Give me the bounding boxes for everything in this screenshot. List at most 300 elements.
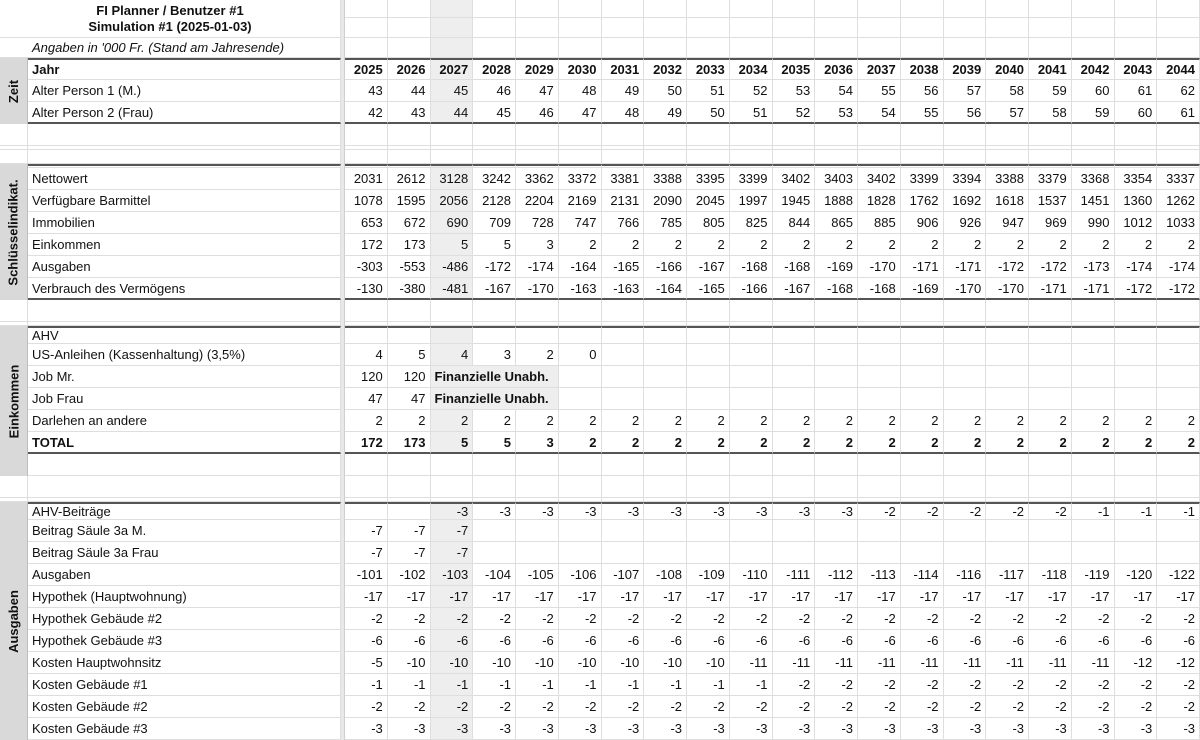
- row-label[interactable]: Kosten Hauptwohnsitz: [28, 652, 341, 674]
- value-cell[interactable]: 747: [559, 212, 602, 234]
- empty-cell[interactable]: [687, 38, 730, 58]
- value-cell[interactable]: 2: [901, 234, 944, 256]
- empty-cell[interactable]: [1072, 150, 1115, 164]
- value-cell[interactable]: -6: [687, 630, 730, 652]
- empty-cell[interactable]: [602, 18, 645, 38]
- value-cell[interactable]: [516, 542, 559, 564]
- value-cell[interactable]: -3: [687, 718, 730, 740]
- empty-cell[interactable]: [559, 0, 602, 18]
- value-cell[interactable]: [1157, 366, 1200, 388]
- row-label[interactable]: Ausgaben: [28, 256, 341, 278]
- value-cell[interactable]: 969: [1029, 212, 1072, 234]
- value-cell[interactable]: -2: [644, 608, 687, 630]
- value-cell[interactable]: -168: [858, 278, 901, 300]
- empty-cell[interactable]: [815, 476, 858, 498]
- value-cell[interactable]: [1029, 366, 1072, 388]
- empty-cell[interactable]: [730, 0, 773, 18]
- empty-cell[interactable]: [858, 38, 901, 58]
- empty-cell[interactable]: [944, 38, 987, 58]
- value-cell[interactable]: -2: [1157, 674, 1200, 696]
- value-cell[interactable]: -2: [815, 696, 858, 718]
- row-label[interactable]: AHV-Beiträge: [28, 502, 341, 520]
- value-cell[interactable]: -3: [1115, 718, 1158, 740]
- empty-cell[interactable]: [345, 0, 388, 18]
- value-cell[interactable]: -172: [1157, 278, 1200, 300]
- value-cell[interactable]: -2: [1029, 674, 1072, 696]
- value-cell[interactable]: 3399: [730, 168, 773, 190]
- value-cell[interactable]: -120: [1115, 564, 1158, 586]
- empty-cell[interactable]: [687, 124, 730, 146]
- value-cell[interactable]: 3242: [473, 168, 516, 190]
- value-cell[interactable]: 51: [730, 102, 773, 124]
- value-cell[interactable]: [345, 502, 388, 520]
- value-cell[interactable]: 2: [858, 234, 901, 256]
- value-cell[interactable]: -166: [730, 278, 773, 300]
- year-header[interactable]: 2031: [602, 58, 645, 80]
- value-cell[interactable]: 672: [388, 212, 431, 234]
- value-cell[interactable]: 50: [687, 102, 730, 124]
- empty-cell[interactable]: [644, 38, 687, 58]
- empty-cell[interactable]: [815, 150, 858, 164]
- value-cell[interactable]: 2045: [687, 190, 730, 212]
- value-cell[interactable]: [602, 388, 645, 410]
- value-cell[interactable]: -17: [687, 586, 730, 608]
- value-cell[interactable]: 2: [687, 234, 730, 256]
- value-cell[interactable]: [559, 520, 602, 542]
- empty-cell[interactable]: [602, 124, 645, 146]
- value-cell[interactable]: 2090: [644, 190, 687, 212]
- value-cell[interactable]: [901, 520, 944, 542]
- value-cell[interactable]: 766: [602, 212, 645, 234]
- empty-cell[interactable]: [602, 150, 645, 164]
- value-cell[interactable]: 3388: [986, 168, 1029, 190]
- empty-cell[interactable]: [388, 150, 431, 164]
- empty-cell[interactable]: [559, 18, 602, 38]
- row-label[interactable]: Kosten Gebäude #2: [28, 696, 341, 718]
- empty-cell[interactable]: [1029, 300, 1072, 322]
- value-cell[interactable]: -2: [730, 608, 773, 630]
- year-header[interactable]: 2034: [730, 58, 773, 80]
- value-cell[interactable]: 2: [1157, 234, 1200, 256]
- value-cell[interactable]: -170: [944, 278, 987, 300]
- empty-cell[interactable]: [431, 124, 474, 146]
- value-cell[interactable]: -167: [773, 278, 816, 300]
- value-cell[interactable]: 58: [986, 80, 1029, 102]
- year-header[interactable]: 2028: [473, 58, 516, 80]
- empty-cell[interactable]: [858, 300, 901, 322]
- value-cell[interactable]: 2: [602, 234, 645, 256]
- value-cell[interactable]: [345, 326, 388, 344]
- value-cell[interactable]: -2: [1115, 696, 1158, 718]
- empty-cell[interactable]: [1115, 124, 1158, 146]
- empty-cell[interactable]: [986, 38, 1029, 58]
- value-cell[interactable]: [944, 326, 987, 344]
- empty-cell[interactable]: [901, 124, 944, 146]
- row-label[interactable]: Job Mr.: [28, 366, 341, 388]
- value-cell[interactable]: 2: [730, 234, 773, 256]
- value-cell[interactable]: [901, 388, 944, 410]
- empty-cell[interactable]: [1115, 454, 1158, 476]
- row-label[interactable]: Alter Person 2 (Frau): [28, 102, 341, 124]
- empty-cell[interactable]: [986, 150, 1029, 164]
- empty-cell[interactable]: [345, 454, 388, 476]
- value-cell[interactable]: -1: [644, 674, 687, 696]
- value-cell[interactable]: [559, 542, 602, 564]
- empty-cell[interactable]: [986, 300, 1029, 322]
- year-header[interactable]: 2038: [901, 58, 944, 80]
- value-cell[interactable]: 1945: [773, 190, 816, 212]
- value-cell[interactable]: -10: [559, 652, 602, 674]
- value-cell[interactable]: -17: [1072, 586, 1115, 608]
- value-cell[interactable]: -17: [602, 586, 645, 608]
- empty-cell[interactable]: [944, 300, 987, 322]
- empty-cell[interactable]: [602, 476, 645, 498]
- value-cell[interactable]: 2: [602, 410, 645, 432]
- value-cell[interactable]: -11: [858, 652, 901, 674]
- value-cell[interactable]: -11: [815, 652, 858, 674]
- value-cell[interactable]: 56: [901, 80, 944, 102]
- value-cell[interactable]: -2: [815, 674, 858, 696]
- value-cell[interactable]: 2: [815, 432, 858, 454]
- value-cell[interactable]: 1078: [345, 190, 388, 212]
- value-cell[interactable]: -17: [644, 586, 687, 608]
- value-cell[interactable]: -1: [345, 674, 388, 696]
- value-cell[interactable]: -2: [345, 608, 388, 630]
- empty-cell[interactable]: [858, 476, 901, 498]
- value-cell[interactable]: 2: [1029, 234, 1072, 256]
- value-cell[interactable]: 2: [1029, 432, 1072, 454]
- empty-cell[interactable]: [1029, 0, 1072, 18]
- value-cell[interactable]: -174: [1157, 256, 1200, 278]
- value-cell[interactable]: 2: [730, 410, 773, 432]
- value-cell[interactable]: -1: [516, 674, 559, 696]
- value-cell[interactable]: 48: [559, 80, 602, 102]
- empty-cell[interactable]: [1115, 300, 1158, 322]
- value-cell[interactable]: -2: [986, 608, 1029, 630]
- value-cell[interactable]: -2: [901, 674, 944, 696]
- value-cell[interactable]: 2: [516, 344, 559, 366]
- value-cell[interactable]: 3381: [602, 168, 645, 190]
- value-cell[interactable]: 2: [1157, 432, 1200, 454]
- empty-cell[interactable]: [901, 476, 944, 498]
- value-cell[interactable]: [858, 388, 901, 410]
- value-cell[interactable]: -17: [345, 586, 388, 608]
- value-cell[interactable]: [1157, 326, 1200, 344]
- value-cell[interactable]: [944, 542, 987, 564]
- value-cell[interactable]: -111: [773, 564, 816, 586]
- empty-cell[interactable]: [602, 38, 645, 58]
- value-cell[interactable]: 2: [986, 234, 1029, 256]
- empty-cell[interactable]: [473, 476, 516, 498]
- value-cell[interactable]: -11: [773, 652, 816, 674]
- value-cell[interactable]: -1: [1115, 502, 1158, 520]
- value-cell[interactable]: 2128: [473, 190, 516, 212]
- empty-cell[interactable]: [1029, 38, 1072, 58]
- value-cell[interactable]: -3: [431, 718, 474, 740]
- empty-cell[interactable]: [687, 150, 730, 164]
- value-cell[interactable]: [858, 542, 901, 564]
- value-cell[interactable]: -122: [1157, 564, 1200, 586]
- empty-cell[interactable]: [388, 454, 431, 476]
- value-cell[interactable]: 2: [1072, 410, 1115, 432]
- row-label[interactable]: Einkommen: [28, 234, 341, 256]
- value-cell[interactable]: 55: [858, 80, 901, 102]
- value-cell[interactable]: -2: [687, 696, 730, 718]
- value-cell[interactable]: [773, 326, 816, 344]
- value-cell[interactable]: [1072, 542, 1115, 564]
- value-cell[interactable]: [773, 366, 816, 388]
- value-cell[interactable]: [1157, 344, 1200, 366]
- year-header[interactable]: 2036: [815, 58, 858, 80]
- value-cell[interactable]: -107: [602, 564, 645, 586]
- empty-cell[interactable]: [986, 124, 1029, 146]
- value-cell[interactable]: -106: [559, 564, 602, 586]
- value-cell[interactable]: 1537: [1029, 190, 1072, 212]
- empty-cell[interactable]: [1072, 38, 1115, 58]
- value-cell[interactable]: 47: [516, 80, 559, 102]
- value-cell[interactable]: -2: [473, 608, 516, 630]
- value-cell[interactable]: -2: [986, 674, 1029, 696]
- row-label[interactable]: Hypothek Gebäude #3: [28, 630, 341, 652]
- value-cell[interactable]: 4: [345, 344, 388, 366]
- row-label[interactable]: Job Frau: [28, 388, 341, 410]
- value-cell[interactable]: -17: [559, 586, 602, 608]
- value-cell[interactable]: 44: [388, 80, 431, 102]
- value-cell[interactable]: -2: [1029, 502, 1072, 520]
- value-cell[interactable]: 2: [944, 234, 987, 256]
- value-cell[interactable]: 2: [602, 432, 645, 454]
- value-cell[interactable]: 1618: [986, 190, 1029, 212]
- empty-cell[interactable]: [473, 124, 516, 146]
- value-cell[interactable]: -10: [431, 652, 474, 674]
- empty-cell[interactable]: [1157, 0, 1200, 18]
- value-cell[interactable]: [1029, 520, 1072, 542]
- value-cell[interactable]: 1012: [1115, 212, 1158, 234]
- value-cell[interactable]: -2: [944, 608, 987, 630]
- value-cell[interactable]: -2: [1072, 608, 1115, 630]
- value-cell[interactable]: -164: [644, 278, 687, 300]
- value-cell[interactable]: 3: [516, 432, 559, 454]
- row-label[interactable]: Nettowert: [28, 168, 341, 190]
- value-cell[interactable]: -7: [345, 542, 388, 564]
- value-cell[interactable]: [986, 366, 1029, 388]
- value-cell[interactable]: [687, 344, 730, 366]
- value-cell[interactable]: 2131: [602, 190, 645, 212]
- value-cell[interactable]: -2: [388, 696, 431, 718]
- empty-cell[interactable]: [901, 18, 944, 38]
- value-cell[interactable]: [644, 520, 687, 542]
- value-cell[interactable]: -6: [431, 630, 474, 652]
- empty-cell[interactable]: [773, 0, 816, 18]
- empty-cell[interactable]: [1157, 476, 1200, 498]
- value-cell[interactable]: -2: [1072, 674, 1115, 696]
- value-cell[interactable]: 61: [1115, 80, 1158, 102]
- value-cell[interactable]: 173: [388, 234, 431, 256]
- value-cell[interactable]: -2: [431, 696, 474, 718]
- value-cell[interactable]: 2031: [345, 168, 388, 190]
- value-cell[interactable]: 3388: [644, 168, 687, 190]
- year-header[interactable]: 2026: [388, 58, 431, 80]
- value-cell[interactable]: 46: [473, 80, 516, 102]
- value-cell[interactable]: 885: [858, 212, 901, 234]
- value-cell[interactable]: [1157, 542, 1200, 564]
- value-cell[interactable]: [944, 344, 987, 366]
- value-cell[interactable]: 2: [815, 234, 858, 256]
- empty-cell[interactable]: [730, 454, 773, 476]
- empty-cell[interactable]: [559, 38, 602, 58]
- empty-cell[interactable]: [1115, 0, 1158, 18]
- empty-cell[interactable]: [473, 18, 516, 38]
- value-cell[interactable]: 2: [773, 410, 816, 432]
- value-cell[interactable]: [644, 344, 687, 366]
- value-cell[interactable]: -2: [1157, 696, 1200, 718]
- value-cell[interactable]: -2: [1072, 696, 1115, 718]
- value-cell[interactable]: 3362: [516, 168, 559, 190]
- value-cell[interactable]: 1888: [815, 190, 858, 212]
- empty-cell[interactable]: [730, 300, 773, 322]
- value-cell[interactable]: -2: [1157, 608, 1200, 630]
- value-cell[interactable]: -3: [730, 502, 773, 520]
- empty-cell[interactable]: [431, 454, 474, 476]
- empty-cell[interactable]: [815, 38, 858, 58]
- empty-cell[interactable]: [858, 454, 901, 476]
- row-label[interactable]: AHV: [28, 326, 341, 344]
- value-cell[interactable]: -3: [815, 502, 858, 520]
- value-cell[interactable]: 3128: [431, 168, 474, 190]
- row-label[interactable]: Jahr: [28, 58, 341, 80]
- value-cell[interactable]: -130: [345, 278, 388, 300]
- value-cell[interactable]: 44: [431, 102, 474, 124]
- value-cell[interactable]: 825: [730, 212, 773, 234]
- value-cell[interactable]: [1115, 326, 1158, 344]
- empty-cell[interactable]: [644, 0, 687, 18]
- value-cell[interactable]: [602, 542, 645, 564]
- empty-cell[interactable]: [1157, 454, 1200, 476]
- empty-cell[interactable]: [730, 476, 773, 498]
- value-cell[interactable]: -1: [602, 674, 645, 696]
- value-cell[interactable]: -2: [730, 696, 773, 718]
- value-cell[interactable]: [815, 542, 858, 564]
- value-cell[interactable]: -3: [602, 718, 645, 740]
- value-cell[interactable]: -2: [858, 502, 901, 520]
- value-cell[interactable]: [1029, 344, 1072, 366]
- empty-cell[interactable]: [473, 38, 516, 58]
- value-cell[interactable]: -3: [944, 718, 987, 740]
- value-cell[interactable]: 1997: [730, 190, 773, 212]
- value-cell[interactable]: -10: [473, 652, 516, 674]
- value-cell[interactable]: -11: [944, 652, 987, 674]
- empty-cell[interactable]: [559, 124, 602, 146]
- value-cell[interactable]: [644, 542, 687, 564]
- empty-cell[interactable]: [602, 300, 645, 322]
- value-cell[interactable]: -169: [815, 256, 858, 278]
- value-cell[interactable]: -112: [815, 564, 858, 586]
- empty-cell[interactable]: [1115, 18, 1158, 38]
- value-cell[interactable]: 2: [901, 432, 944, 454]
- empty-cell[interactable]: [1115, 150, 1158, 164]
- value-cell[interactable]: [858, 326, 901, 344]
- year-header[interactable]: 2025: [345, 58, 388, 80]
- value-cell[interactable]: [986, 344, 1029, 366]
- value-cell[interactable]: [730, 366, 773, 388]
- value-cell[interactable]: 3354: [1115, 168, 1158, 190]
- value-cell[interactable]: [944, 366, 987, 388]
- value-cell[interactable]: 2: [858, 410, 901, 432]
- value-cell[interactable]: -6: [559, 630, 602, 652]
- value-cell[interactable]: [431, 326, 474, 344]
- value-cell[interactable]: -2: [516, 696, 559, 718]
- year-header[interactable]: 2039: [944, 58, 987, 80]
- independence-note[interactable]: Finanzielle Unabh.: [431, 388, 559, 410]
- value-cell[interactable]: [986, 542, 1029, 564]
- value-cell[interactable]: 53: [773, 80, 816, 102]
- value-cell[interactable]: 785: [644, 212, 687, 234]
- value-cell[interactable]: [815, 344, 858, 366]
- value-cell[interactable]: 2: [1115, 432, 1158, 454]
- value-cell[interactable]: -3: [1029, 718, 1072, 740]
- value-cell[interactable]: [858, 366, 901, 388]
- value-cell[interactable]: [815, 388, 858, 410]
- row-label[interactable]: Alter Person 1 (M.): [28, 80, 341, 102]
- empty-cell[interactable]: [815, 300, 858, 322]
- empty-cell[interactable]: [516, 454, 559, 476]
- empty-cell[interactable]: [644, 454, 687, 476]
- value-cell[interactable]: [986, 326, 1029, 344]
- value-cell[interactable]: -167: [687, 256, 730, 278]
- value-cell[interactable]: [516, 520, 559, 542]
- value-cell[interactable]: -3: [431, 502, 474, 520]
- empty-cell[interactable]: [644, 150, 687, 164]
- value-cell[interactable]: 54: [858, 102, 901, 124]
- value-cell[interactable]: -1: [431, 674, 474, 696]
- empty-cell[interactable]: [559, 300, 602, 322]
- value-cell[interactable]: [730, 326, 773, 344]
- value-cell[interactable]: -2: [858, 674, 901, 696]
- value-cell[interactable]: -6: [986, 630, 1029, 652]
- empty-cell[interactable]: [687, 300, 730, 322]
- value-cell[interactable]: -104: [473, 564, 516, 586]
- value-cell[interactable]: 0: [559, 344, 602, 366]
- value-cell[interactable]: -163: [602, 278, 645, 300]
- value-cell[interactable]: 1033: [1157, 212, 1200, 234]
- value-cell[interactable]: -168: [815, 278, 858, 300]
- value-cell[interactable]: -171: [944, 256, 987, 278]
- value-cell[interactable]: -172: [1029, 256, 1072, 278]
- year-header[interactable]: 2033: [687, 58, 730, 80]
- empty-cell[interactable]: [773, 124, 816, 146]
- value-cell[interactable]: [1115, 388, 1158, 410]
- value-cell[interactable]: [687, 520, 730, 542]
- value-cell[interactable]: 653: [345, 212, 388, 234]
- value-cell[interactable]: -17: [1157, 586, 1200, 608]
- value-cell[interactable]: [388, 326, 431, 344]
- value-cell[interactable]: -5: [345, 652, 388, 674]
- empty-cell[interactable]: [431, 476, 474, 498]
- value-cell[interactable]: [1072, 344, 1115, 366]
- empty-cell[interactable]: [516, 38, 559, 58]
- value-cell[interactable]: -2: [858, 608, 901, 630]
- empty-cell[interactable]: [388, 18, 431, 38]
- empty-cell[interactable]: [602, 454, 645, 476]
- value-cell[interactable]: [730, 520, 773, 542]
- value-cell[interactable]: 5: [431, 432, 474, 454]
- value-cell[interactable]: [1072, 366, 1115, 388]
- empty-cell[interactable]: [602, 0, 645, 18]
- year-header[interactable]: 2037: [858, 58, 901, 80]
- row-label[interactable]: Beitrag Säule 3a Frau: [28, 542, 341, 564]
- row-label[interactable]: TOTAL: [28, 432, 341, 454]
- value-cell[interactable]: 2: [815, 410, 858, 432]
